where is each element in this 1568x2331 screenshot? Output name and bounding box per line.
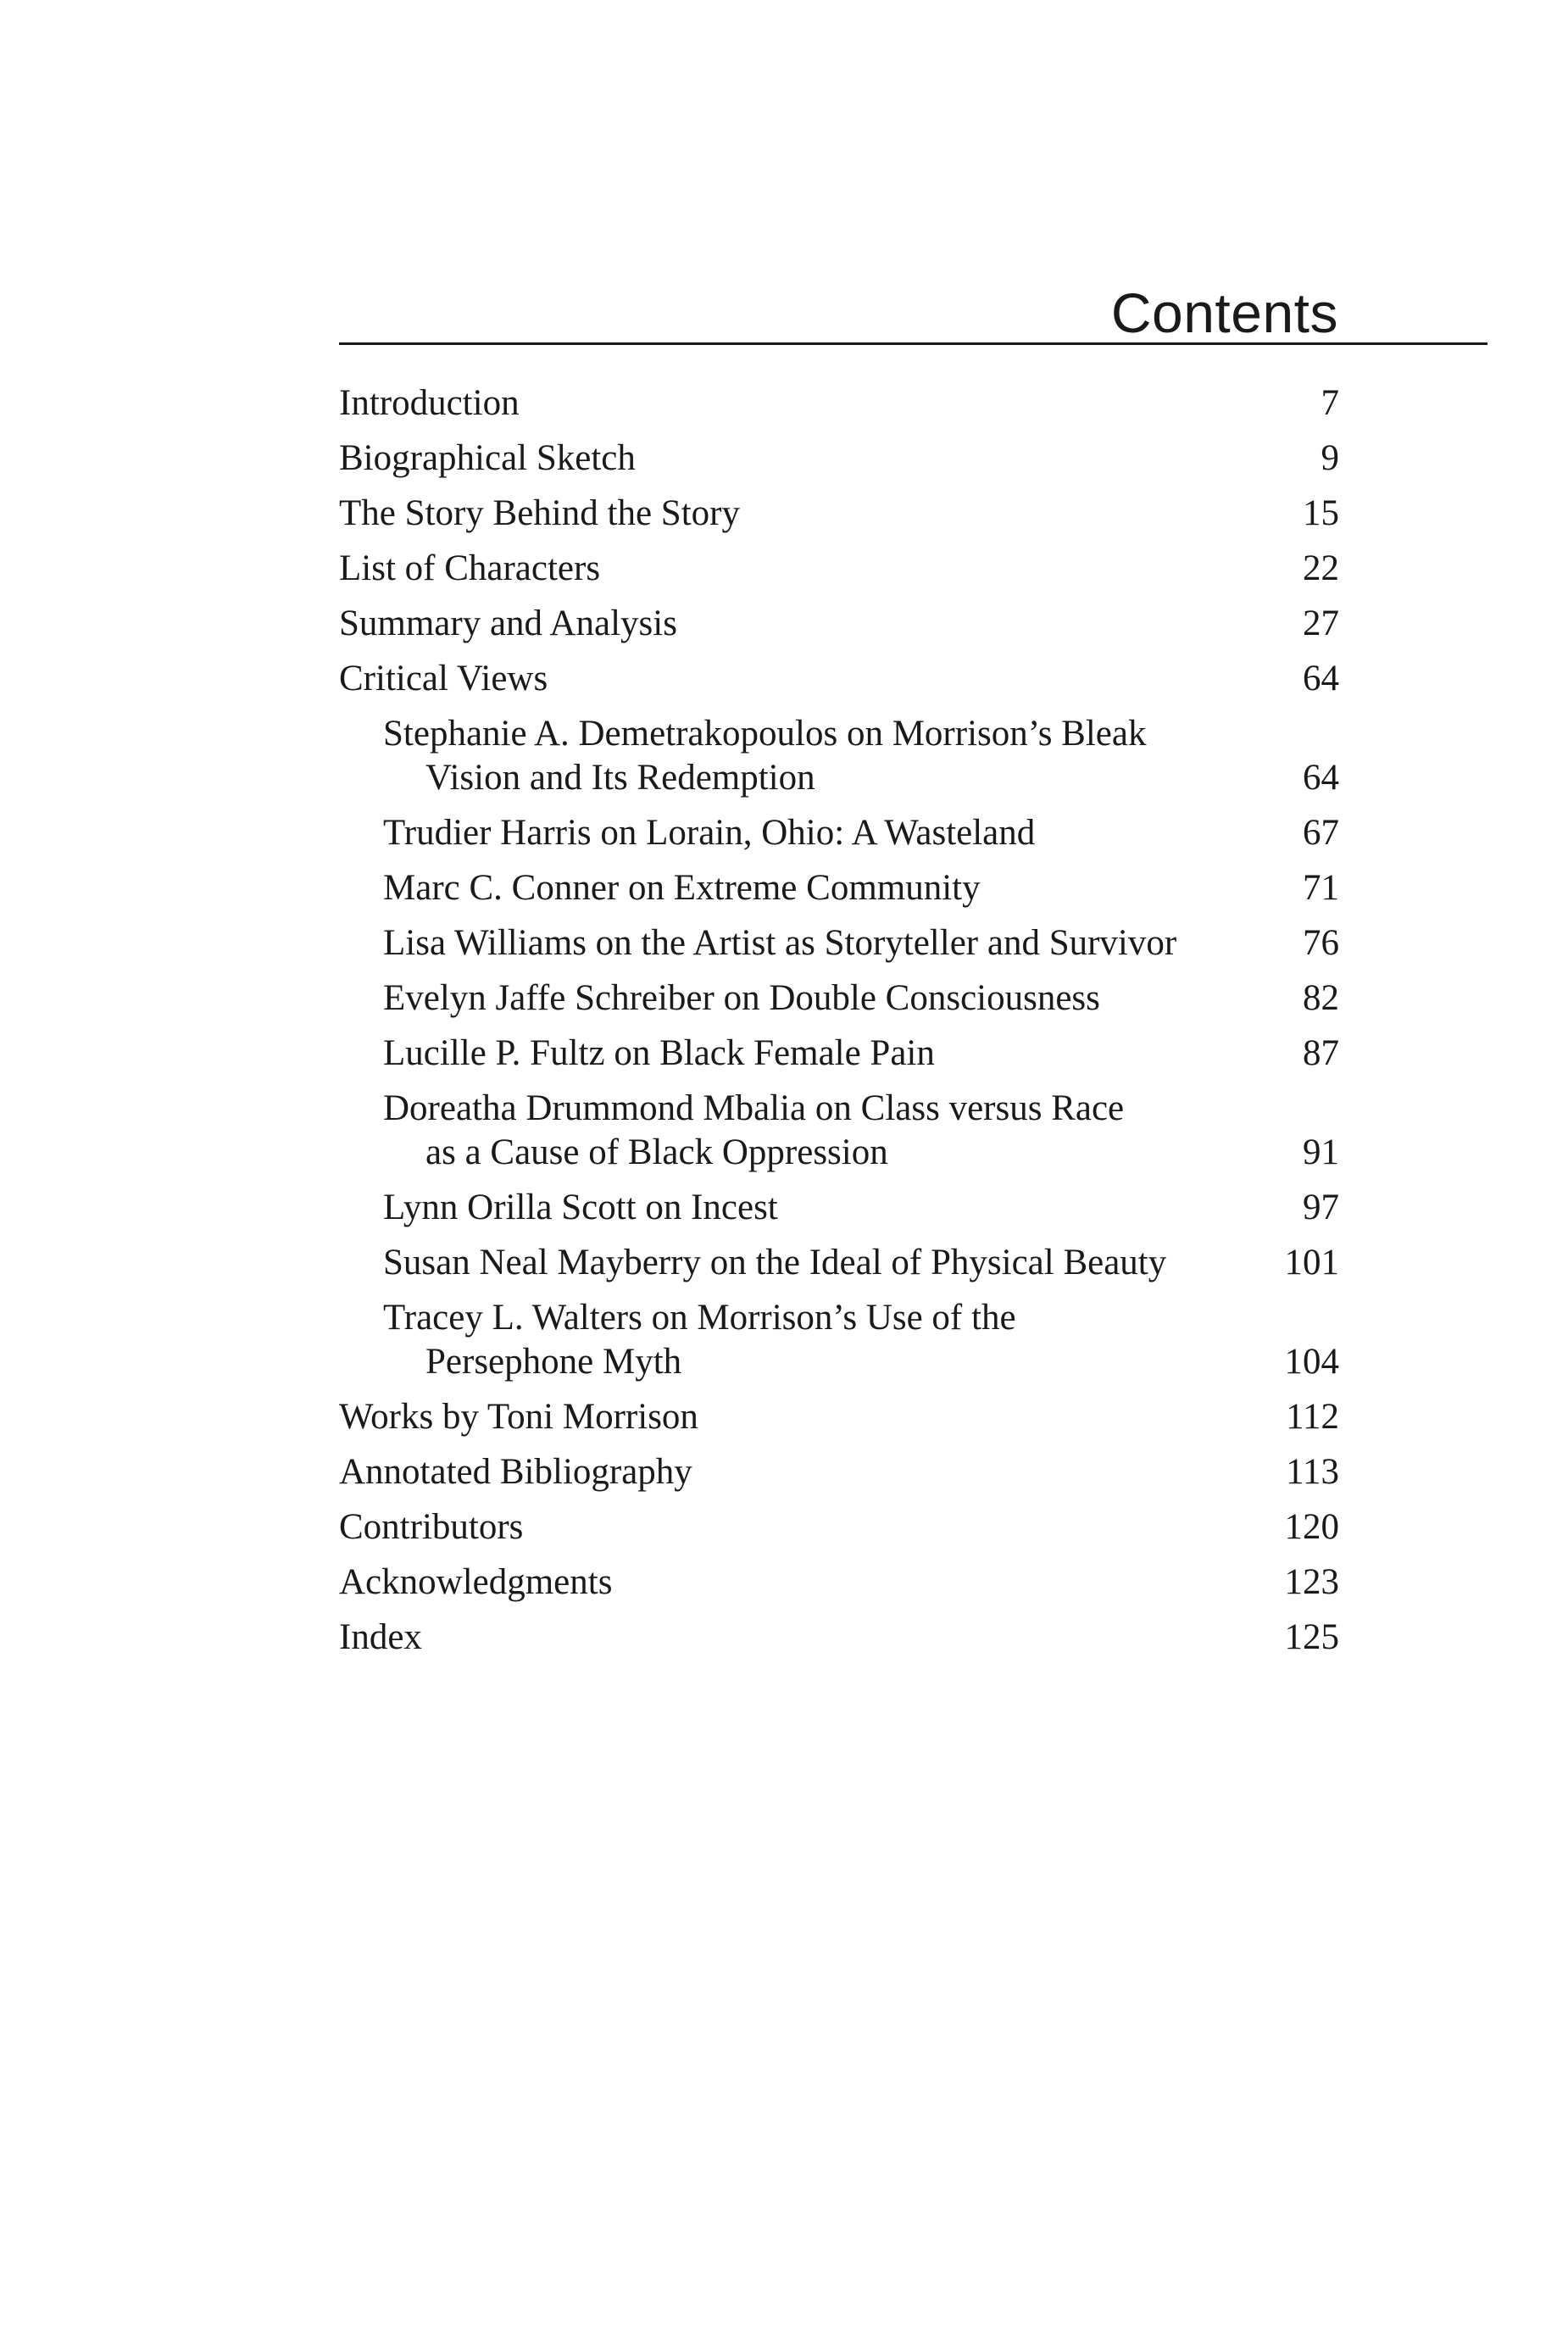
toc-entry-page: 64 [1303,659,1339,698]
page-title: Contents [1110,281,1338,344]
contents-heading-rule [339,270,1487,345]
table-of-contents [339,381,1339,1671]
toc-entry-page: 104 [1284,1342,1339,1382]
toc-entry-title: Contributors [339,1507,524,1547]
toc-entry-title: The Story Behind the Story [339,493,740,533]
toc-entry-title: Evelyn Jaffe Schreiber on Double Consciousness [383,978,1100,1018]
toc-entry-title: Annotated Bibliography [339,1452,692,1492]
toc-subentry [339,712,1339,800]
toc-entry-title: List of Characters [339,548,601,588]
toc-entry-title: Index [339,1617,422,1657]
toc-entry-page: 113 [1286,1452,1339,1492]
toc-entry-title: Doreatha Drummond Mbalia on Class versus Race [383,1088,1125,1128]
toc-entry-title: Introduction [339,383,520,423]
toc-entry-title-continued: Vision and Its Redemption [425,758,815,798]
toc-subentry [339,1241,1339,1285]
toc-entry [339,602,1339,646]
toc-entry-page: 15 [1303,493,1339,533]
toc-subentry [339,811,1339,855]
toc-entry-page: 71 [1303,868,1339,908]
toc-entry-page: 87 [1303,1033,1339,1073]
toc-entry-title: Lisa Williams on the Artist as Storyteller and Survivor [383,923,1177,963]
toc-entry-title: Works by Toni Morrison [339,1397,698,1437]
toc-entry-page: 7 [1321,383,1339,423]
toc-entry [339,381,1339,426]
toc-entry-page: 27 [1303,604,1339,643]
toc-entry-page: 101 [1284,1243,1339,1282]
toc-entry [339,1450,1339,1494]
toc-subentry [339,976,1339,1021]
toc-entry-page: 22 [1303,548,1339,588]
toc-entry-title: Biographical Sketch [339,438,636,478]
toc-entry [339,437,1339,481]
toc-entry-page: 76 [1303,923,1339,963]
toc-entry-page: 125 [1284,1617,1339,1657]
toc-entry [339,547,1339,591]
toc-entry-page: 97 [1303,1188,1339,1227]
toc-entry-page: 112 [1286,1397,1339,1437]
toc-entry-title: Lynn Orilla Scott on Incest [383,1188,778,1227]
toc-entry-page: 64 [1303,758,1339,798]
toc-subentry [339,1186,1339,1230]
toc-entry [339,492,1339,536]
toc-entry-page: 82 [1303,978,1339,1018]
toc-subentry [339,1296,1339,1384]
toc-entry [339,1505,1339,1549]
toc-subentry [339,866,1339,910]
toc-entry-title-continued: as a Cause of Black Oppression [425,1132,888,1172]
toc-subentry [339,921,1339,965]
toc-entry-title-continued: Persephone Myth [425,1342,682,1382]
toc-entry-page: 67 [1303,813,1339,853]
toc-entry-title: Marc C. Conner on Extreme Community [383,868,981,908]
toc-subentry [339,1087,1339,1175]
toc-entry-page: 120 [1284,1507,1339,1547]
toc-entry-title: Susan Neal Mayberry on the Ideal of Physical Beauty [383,1243,1167,1282]
toc-entry-title: Trudier Harris on Lorain, Ohio: A Wasteland [383,813,1036,853]
toc-entry [339,1395,1339,1439]
toc-entry-title: Tracey L. Walters on Morrison’s Use of the [383,1298,1016,1338]
toc-entry-page: 123 [1284,1562,1339,1602]
toc-entry-page: 91 [1303,1132,1339,1172]
toc-entry-page: 9 [1321,438,1339,478]
toc-entry [339,657,1339,701]
toc-entry-title: Lucille P. Fultz on Black Female Pain [383,1033,935,1073]
toc-entry-title: Summary and Analysis [339,604,677,643]
toc-entry-title: Stephanie A. Demetrakopoulos on Morrison’s Bleak [383,714,1147,754]
toc-entry [339,1616,1339,1660]
toc-entry-title: Critical Views [339,659,548,698]
toc-entry [339,1560,1339,1605]
toc-subentry [339,1032,1339,1076]
toc-entry-title: Acknowledgments [339,1562,613,1602]
